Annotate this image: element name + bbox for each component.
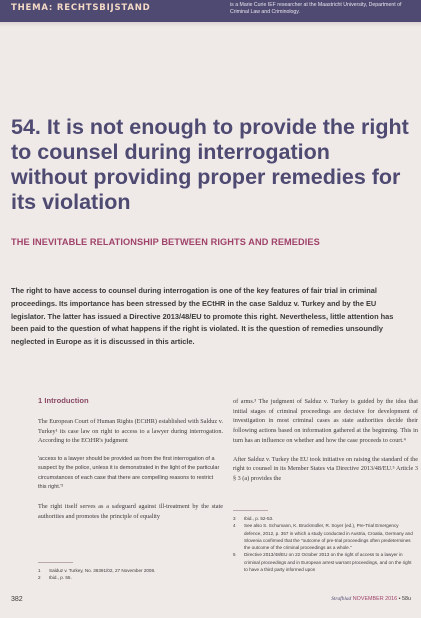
author-note: is a Marie Curie IEF researcher at the Maastricht University, Department of Criminal Law and Criminology. bbox=[230, 2, 402, 15]
page-number: 382 bbox=[11, 596, 23, 603]
judgment-quote: 'access to a lawyer should be provided as from the first interrogation of a suspect by the police, unless it is demonstrated in the light of the particular circumstances of each case that there are compelling reasons to restrict this right.'² bbox=[38, 456, 220, 490]
footnote: 1 Salduz v. Turkey, No. 36391/02, 27 November 2008. bbox=[38, 568, 156, 573]
footnote: 2 Ibid., p. 55. bbox=[38, 575, 72, 581]
right-paragraph-2: After Salduz v. Turkey the EU took initiative on raising the standard of the right to counsel in its Member States via Directive 2013/48/EU.⁵ Article 3 § 3 (a) provides the bbox=[233, 455, 418, 482]
banner-shadow bbox=[0, 22, 421, 27]
issue-number: • 58u bbox=[398, 596, 411, 602]
right-footnotes bbox=[233, 510, 413, 573]
right-column bbox=[233, 397, 418, 493]
running-footer bbox=[331, 596, 411, 602]
issue-date: NOVEMBER 2016 bbox=[352, 596, 398, 602]
section-heading: 1 Introduction bbox=[38, 396, 89, 405]
footnote: 4 See also S. Schumann, K. Bruckmüller, R. Soyer (ed.), Pre-Trial Emergency defence, 2012, p. 357 in which a study conducted in Austria, Croatia, Germany and Slovenia confirmed that the "outcome of pre-trial proceedings often predetermines the outcome of the criminal proceedings as a whole." bbox=[233, 523, 413, 551]
left-paragraph-2: The right itself serves as a safeguard against ill-treatment by the state authorities and promotes the principle of equality bbox=[38, 502, 223, 520]
footnote: 5 Directive 2013/48/EU on 22 October 2013 on the right of access to a lawyer in criminal proceedings and in European arrest warrant proceedings, and on the right to have a third party informed upon bbox=[233, 552, 412, 573]
right-paragraph-1: of arms.³ The judgment of Salduz v. Turkey is guided by the idea that initial stages of criminal proceedings are decisive for development of investigation in most criminal cases as state authorities decide their following actions based on information gathered at the beginning. This in turn has an influence on whether and how the case proceeds to court.⁴ bbox=[233, 398, 418, 444]
article-lead: The right to have access to counsel during interrogation is one of the key features of fair trial in criminal proceedings. Its importance has been stressed by the ECtHR in the case Salduz v. Turkey and by the EU legislator. The latter has issued a Directive 2013/48/EU to promote this right. Nevertheless, little attention has been paid to the question of what happens if the right is violated. It is the question of remedies unsoundly neglected in Europe as it is discussed in this article. bbox=[11, 286, 394, 347]
header-banner bbox=[0, 0, 421, 22]
left-paragraph-1: The European Court of Human Rights (ECtHR) established with Salduz v. Turkey¹ its case law on right to access to a lawyer during interrogation. According to the ECtHR's judgment bbox=[38, 418, 223, 445]
section-label: THEMA: RECHTSBIJSTAND bbox=[11, 3, 151, 13]
footnote-rule bbox=[233, 510, 268, 511]
footnote: 3 Ibid., p. 52-53. bbox=[233, 516, 274, 521]
footnote-rule bbox=[38, 562, 73, 563]
left-footnotes bbox=[38, 562, 223, 582]
article-title: 54. It is not enough to provide the right to counsel during interrogation without providing proper remedies for its violation bbox=[11, 115, 409, 214]
magazine-name: Strafblad bbox=[331, 596, 352, 602]
article-subtitle: THE INEVITABLE RELATIONSHIP BETWEEN RIGHTS AND REMEDIES bbox=[11, 237, 320, 247]
left-column bbox=[38, 396, 223, 530]
